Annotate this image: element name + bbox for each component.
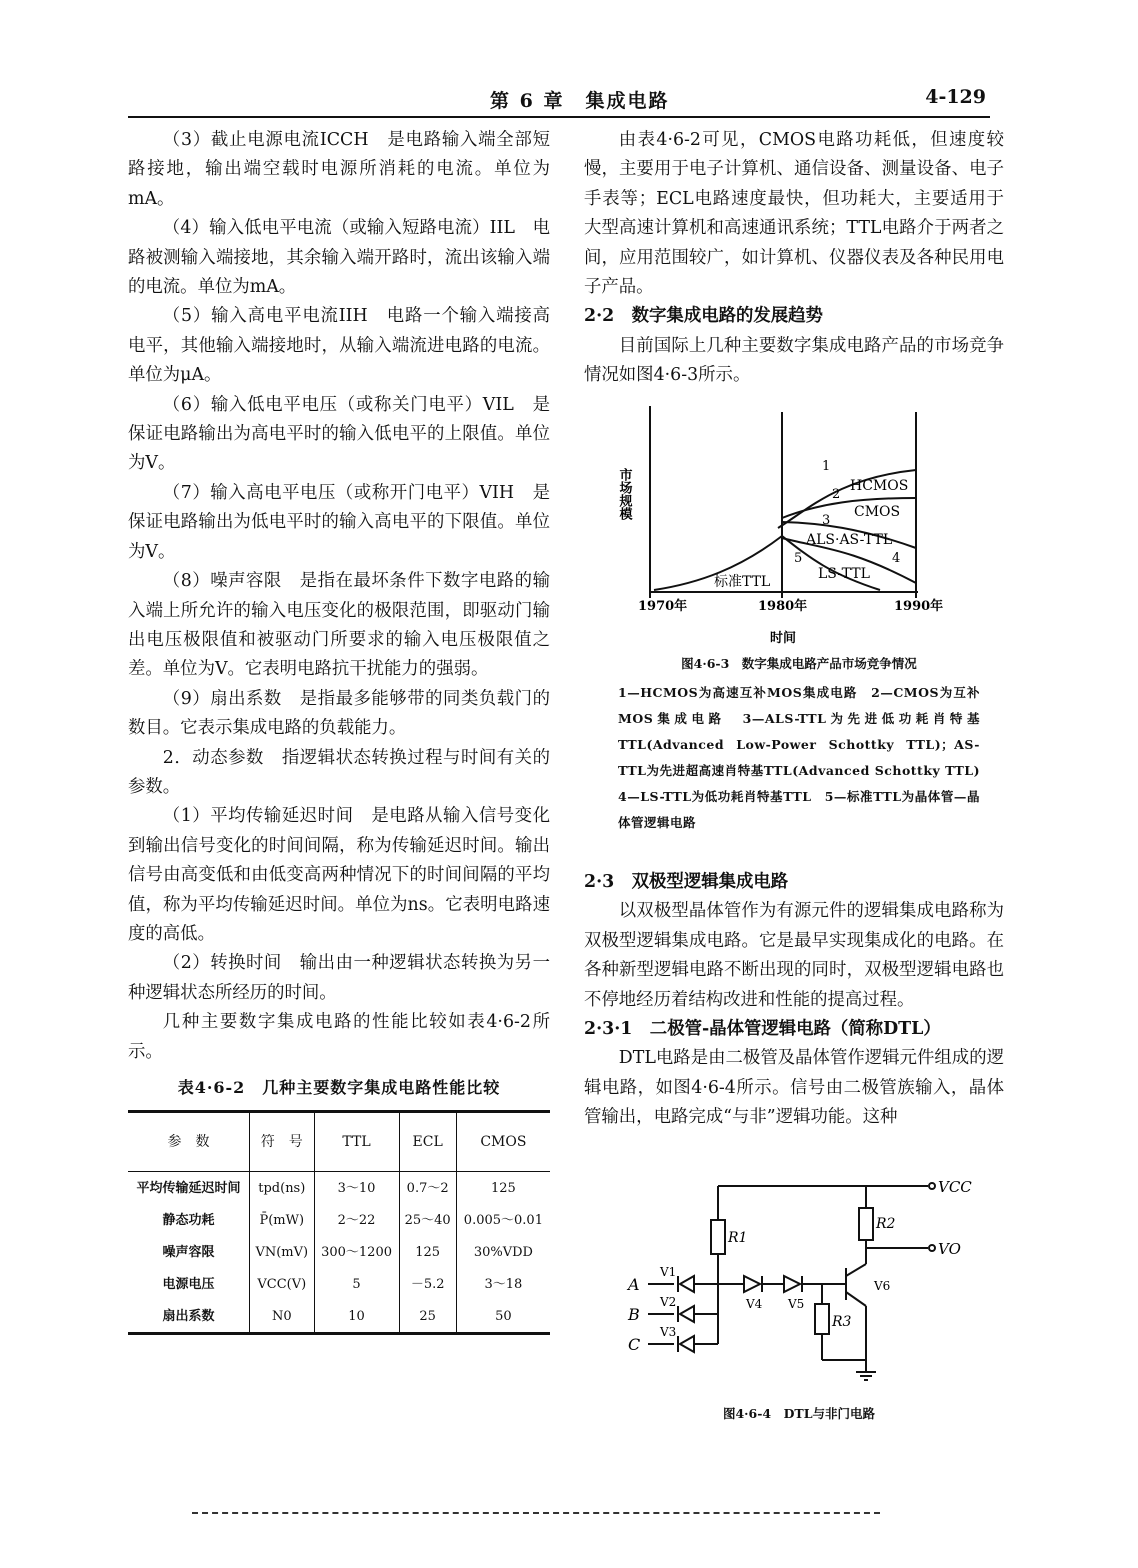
paragraph: （6）输入低电平电压（或称关门电平）VIL 是保证电路输出为高电平时的输入低电平的上限值。单位为V。 xyxy=(128,394,550,474)
right-column-bottom xyxy=(584,868,1004,1133)
table-cell: 2～22 xyxy=(314,1204,399,1236)
table-header: TTL xyxy=(314,1112,399,1172)
curve-number: 3 xyxy=(822,513,831,528)
table-cell: 300～1200 xyxy=(314,1236,399,1268)
curve-label: CMOS xyxy=(854,504,901,520)
dtl-circuit-diagram xyxy=(618,1172,978,1392)
right-column-top xyxy=(584,126,1004,391)
section-heading: 2·3·1 二极管-晶体管逻辑电路（简称DTL） xyxy=(584,1019,941,1040)
performance-table xyxy=(128,1110,550,1335)
curve-label: LS-TTL xyxy=(818,566,870,582)
curve-label: 标准TTL xyxy=(714,574,771,590)
paragraph: 2．动态参数 指逻辑状态转换过程与时间有关的参数。 xyxy=(128,747,550,797)
table-cell: 25 xyxy=(399,1300,456,1334)
paragraph: 由表4·6-2可见，CMOS电路功耗低，但速度较慢，主要用于电子计算机、通信设备、测量设备、电子手表等；ECL电路速度最快，但功耗大，主要适用于大型高速计算机和高速通讯系统；TTL电路介于两者之间，应用范围较广，如计算机、仪器仪表及各种民用电子产品。 xyxy=(584,130,1004,298)
paragraph: 目前国际上几种主要数字集成电路产品的市场竞争情况如图4·6-3所示。 xyxy=(584,335,1004,386)
table-cell: 125 xyxy=(490,1180,516,1196)
paragraph: （8）噪声容限 是指在最坏条件下数字电路的输入端上所允许的输入电压变化的极限范围，即驱动门输出电压极限值和被驱动门所要求的输入电压极限值之差。单位为V。它表明电路抗干扰能力的强弱。 xyxy=(128,571,550,680)
table-cell: 平均传输延迟时间 xyxy=(128,1172,250,1205)
table-cell: －5.2 xyxy=(399,1268,456,1300)
x-tick-label: 1990年 xyxy=(894,599,944,614)
figure-legend: 1—HCMOS为高速互补MOS集成电路 2—CMOS为互补MOS集成电路 3—ALS-TTL为先进低功耗肖特基TTL(Advanced Low-Power Schottky TTL)；AS-TTL为先进超高速肖特基TTL(Advanced Schottky TTL) 4—LS-TTL为低功耗肖特基TTL 5—标准TTL为晶体管—晶体管逻辑电路 xyxy=(618,685,994,830)
table-cell: 扇出系数 xyxy=(128,1300,250,1334)
table-row xyxy=(128,1236,550,1268)
paragraph: （2）转换时间 输出由一种逻辑状态转换为另一种逻辑状态所经历的时间。 xyxy=(128,953,550,1003)
x-tick-label: 1980年 xyxy=(758,599,808,614)
table-cell: 3～18 xyxy=(484,1276,523,1292)
table-cell: VCC(V) xyxy=(250,1268,315,1300)
table-cell: 30%VDD xyxy=(473,1244,533,1260)
table-cell: 静态功耗 xyxy=(128,1204,250,1236)
paragraph: （9）扇出系数 是指最多能够带的同类负载门的数目。它表示集成电路的负载能力。 xyxy=(128,688,550,739)
table-cell: N0 xyxy=(250,1300,315,1334)
table-cell: 25～40 xyxy=(399,1204,456,1236)
curve-number: 1 xyxy=(822,459,831,474)
table-cell: 3～10 xyxy=(314,1172,399,1205)
diode-label: V3 xyxy=(660,1325,677,1339)
table-row xyxy=(128,1204,550,1236)
bottom-rule xyxy=(192,1512,880,1514)
table-row xyxy=(128,1268,550,1300)
market-trend-figure xyxy=(610,398,950,648)
table-cell: 5 xyxy=(314,1268,399,1300)
paragraph: （7）输入高电平电压（或称开门电平）VIH 是保证电路输出为低电平时的输入高电平的下限值。单位为V。 xyxy=(128,482,550,562)
paragraph: 几种主要数字集成电路的性能比较如表4·6-2所示。 xyxy=(128,1012,550,1062)
table-header: CMOS xyxy=(456,1112,550,1172)
input-label: B xyxy=(628,1305,640,1324)
table-cell: 0.7～2 xyxy=(399,1172,456,1205)
y-axis-label: 市场规模 xyxy=(616,468,632,520)
x-axis-label: 时间 xyxy=(770,631,797,646)
figure-caption: 图4·6-3 数字集成电路产品市场竞争情况 xyxy=(681,656,917,671)
table-cell: 125 xyxy=(399,1236,456,1268)
resistor-label: R3 xyxy=(832,1314,852,1330)
table-cell: 0.005～0.01 xyxy=(463,1212,543,1228)
paragraph: 以双极型晶体管作为有源元件的逻辑集成电路称为双极型逻辑集成电路。它是最早实现集成化的电路。在各种新型逻辑电路不断出现的同时，双极型逻辑电路也不停地经历着结构改进和性能的提高过程。 xyxy=(584,901,1004,1010)
resistor-label: R2 xyxy=(876,1216,896,1232)
table-caption: 表4·6-2 几种主要数字集成电路性能比较 xyxy=(177,1078,501,1097)
paragraph: （1）平均传输延迟时间 是电路从输入信号变化到输出信号变化的时间间隔，称为传输延迟时间。输出信号由高变低和由低变高两种情况下的时间间隔的平均值，称为平均传输延迟时间。单位为ns。它表明电路速度的高低。 xyxy=(128,806,550,944)
paragraph: （4）输入低电平电流（或输入短路电流）IIL 电路被测输入端接地，其余输入端开路时，流出该输入端的电流。单位为mA。 xyxy=(128,218,550,298)
section-heading: 2·2 数字集成电路的发展趋势 xyxy=(584,306,823,327)
chapter-title: 第 6 章 集成电路 xyxy=(490,90,670,112)
curve-label: HCMOS xyxy=(850,478,909,494)
page-number: 4-129 xyxy=(925,86,986,108)
x-tick-label: 1970年 xyxy=(638,599,688,614)
curve-number: 2 xyxy=(832,487,841,502)
diode-label: V2 xyxy=(660,1295,677,1309)
paragraph: （3）截止电源电流ICCH 是电路输入端全部短路接地，输出端空载时电源所消耗的电流。单位为mA。 xyxy=(128,130,550,209)
input-label: C xyxy=(628,1335,641,1354)
paragraph: （5）输入高电平电流IIH 电路一个输入端接高电平，其他输入端接地时，从输入端流进电路的电流。单位为μA。 xyxy=(128,306,550,386)
table-cell: 噪声容限 xyxy=(128,1236,250,1268)
vo-label: VO xyxy=(938,1240,961,1258)
curve-number: 4 xyxy=(892,551,901,566)
left-column xyxy=(128,126,550,1335)
table-cell: 电源电压 xyxy=(128,1268,250,1300)
transistor-label: V6 xyxy=(874,1279,891,1293)
table-cell: 10 xyxy=(314,1300,399,1334)
table-header: 参 数 xyxy=(128,1112,250,1172)
table-cell: P̄(mW) xyxy=(250,1204,315,1236)
page-header xyxy=(128,82,990,118)
table-header: ECL xyxy=(399,1112,456,1172)
curve-number: 5 xyxy=(794,551,803,566)
table-cell: 50 xyxy=(495,1308,512,1324)
resistor-label: R1 xyxy=(728,1230,748,1246)
table-header: 符 号 xyxy=(250,1112,315,1172)
table-cell: tpd(ns) xyxy=(250,1172,315,1205)
table-cell: VN(mV) xyxy=(250,1236,315,1268)
diode-label: V1 xyxy=(660,1265,677,1279)
diode-label: V5 xyxy=(788,1297,805,1311)
figure-caption: 图4·6-4 DTL与非门电路 xyxy=(722,1406,876,1421)
paragraph: DTL电路是由二极管及晶体管作逻辑元件组成的逻辑电路，如图4·6-4所示。信号由二极管族输入，晶体管输出，电路完成“与非”逻辑功能。这种 xyxy=(584,1048,1004,1128)
curve-label: ALS·AS-TTL xyxy=(806,532,893,548)
table-row xyxy=(128,1172,550,1205)
diode-label: V4 xyxy=(746,1297,763,1311)
vcc-label: VCC xyxy=(938,1178,972,1196)
table-row xyxy=(128,1300,550,1334)
input-label: A xyxy=(628,1275,640,1294)
section-heading: 2·3 双极型逻辑集成电路 xyxy=(584,872,789,892)
